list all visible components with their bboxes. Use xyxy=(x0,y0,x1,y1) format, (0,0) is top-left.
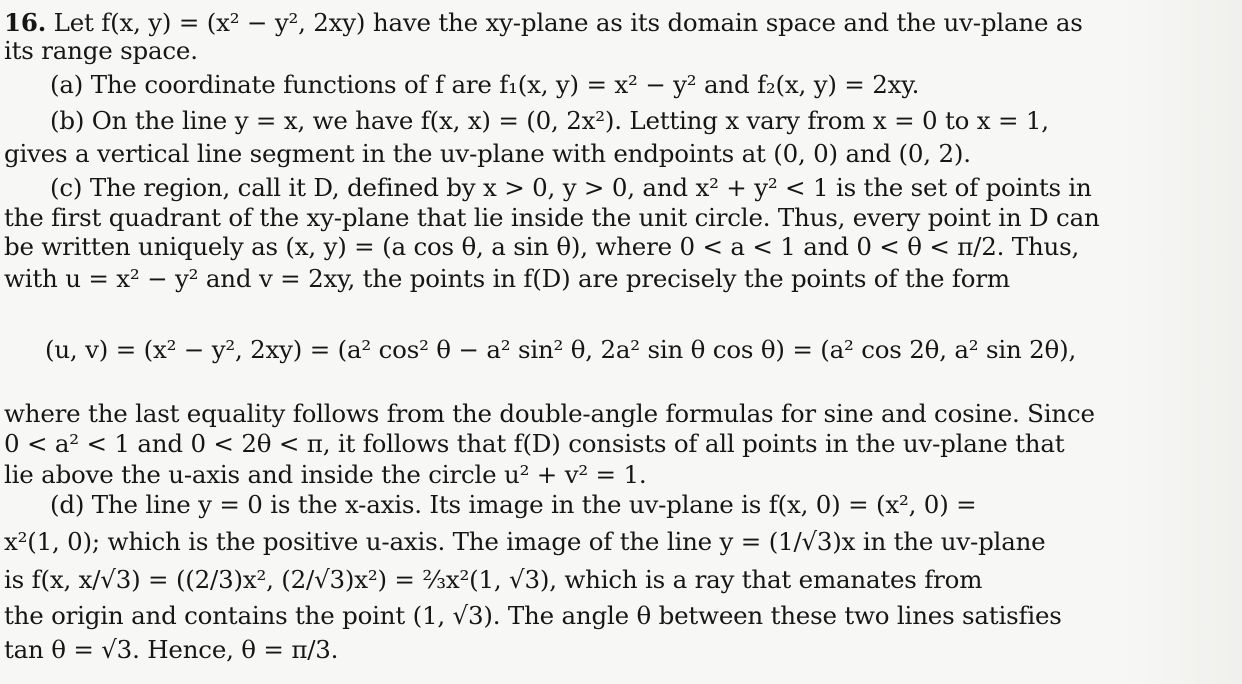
problem-line: its range space. xyxy=(4,36,198,65)
part-d-line: the origin and contains the point (1, √3). The angle θ between these two lines satisfies xyxy=(4,601,1062,630)
problem-line xyxy=(4,8,1136,38)
part-a-line: (a) The coordinate functions of f are f₁(x, y) = x² − y² and f₂(x, y) = 2xy. xyxy=(50,70,920,99)
part-d-line: tan θ = √3. Hence, θ = π/3. xyxy=(4,635,339,664)
part-d-line: is f(x, x/√3) = ((2/3)x², (2/√3)x²) = ⅔x²(1, √3), which is a ray that emanates from xyxy=(4,565,983,594)
part-c-line: where the last equality follows from the double-angle formulas for sine and cosine. Since xyxy=(4,399,1095,428)
problem-number: 16. xyxy=(4,8,47,37)
part-d-line: (d) The line y = 0 is the x-axis. Its image in the uv-plane is f(x, 0) = (x², 0) = xyxy=(50,490,977,519)
part-c-line: the first quadrant of the xy-plane that lie inside the unit circle. Thus, every point in D can xyxy=(4,203,1100,232)
part-c-line: 0 < a² < 1 and 0 < 2θ < π, it follows that f(D) consists of all points in the uv-plane that xyxy=(4,429,1065,458)
part-c-line: lie above the u-axis and inside the circle u² + v² = 1. xyxy=(4,460,647,489)
part-d-line: x²(1, 0); which is the positive u-axis. The image of the line y = (1/√3)x in the uv-plane xyxy=(4,527,1046,556)
part-b-line: (b) On the line y = x, we have f(x, x) = (0, 2x²). Letting x vary from x = 0 to x = 1, xyxy=(50,106,1049,135)
part-c-line: be written uniquely as (x, y) = (a cos θ, a sin θ), where 0 < a < 1 and 0 < θ < π/2. Thus, xyxy=(4,232,1080,261)
display-equation: (u, v) = (x² − y², 2xy) = (a² cos² θ − a² sin² θ, 2a² sin θ cos θ) = (a² cos 2θ, a² sin 2θ), xyxy=(45,335,1077,364)
part-c-line: (c) The region, call it D, defined by x > 0, y > 0, and x² + y² < 1 is the set of points in xyxy=(50,173,1092,202)
part-b-line: gives a vertical line segment in the uv-plane with endpoints at (0, 0) and (0, 2). xyxy=(4,139,971,168)
part-c-line: with u = x² − y² and v = 2xy, the points in f(D) are precisely the points of the form xyxy=(4,264,1010,293)
problem-intro: Let f(x, y) = (x² − y², 2xy) have the xy-plane as its domain space and the uv-plane as xyxy=(53,8,1083,37)
